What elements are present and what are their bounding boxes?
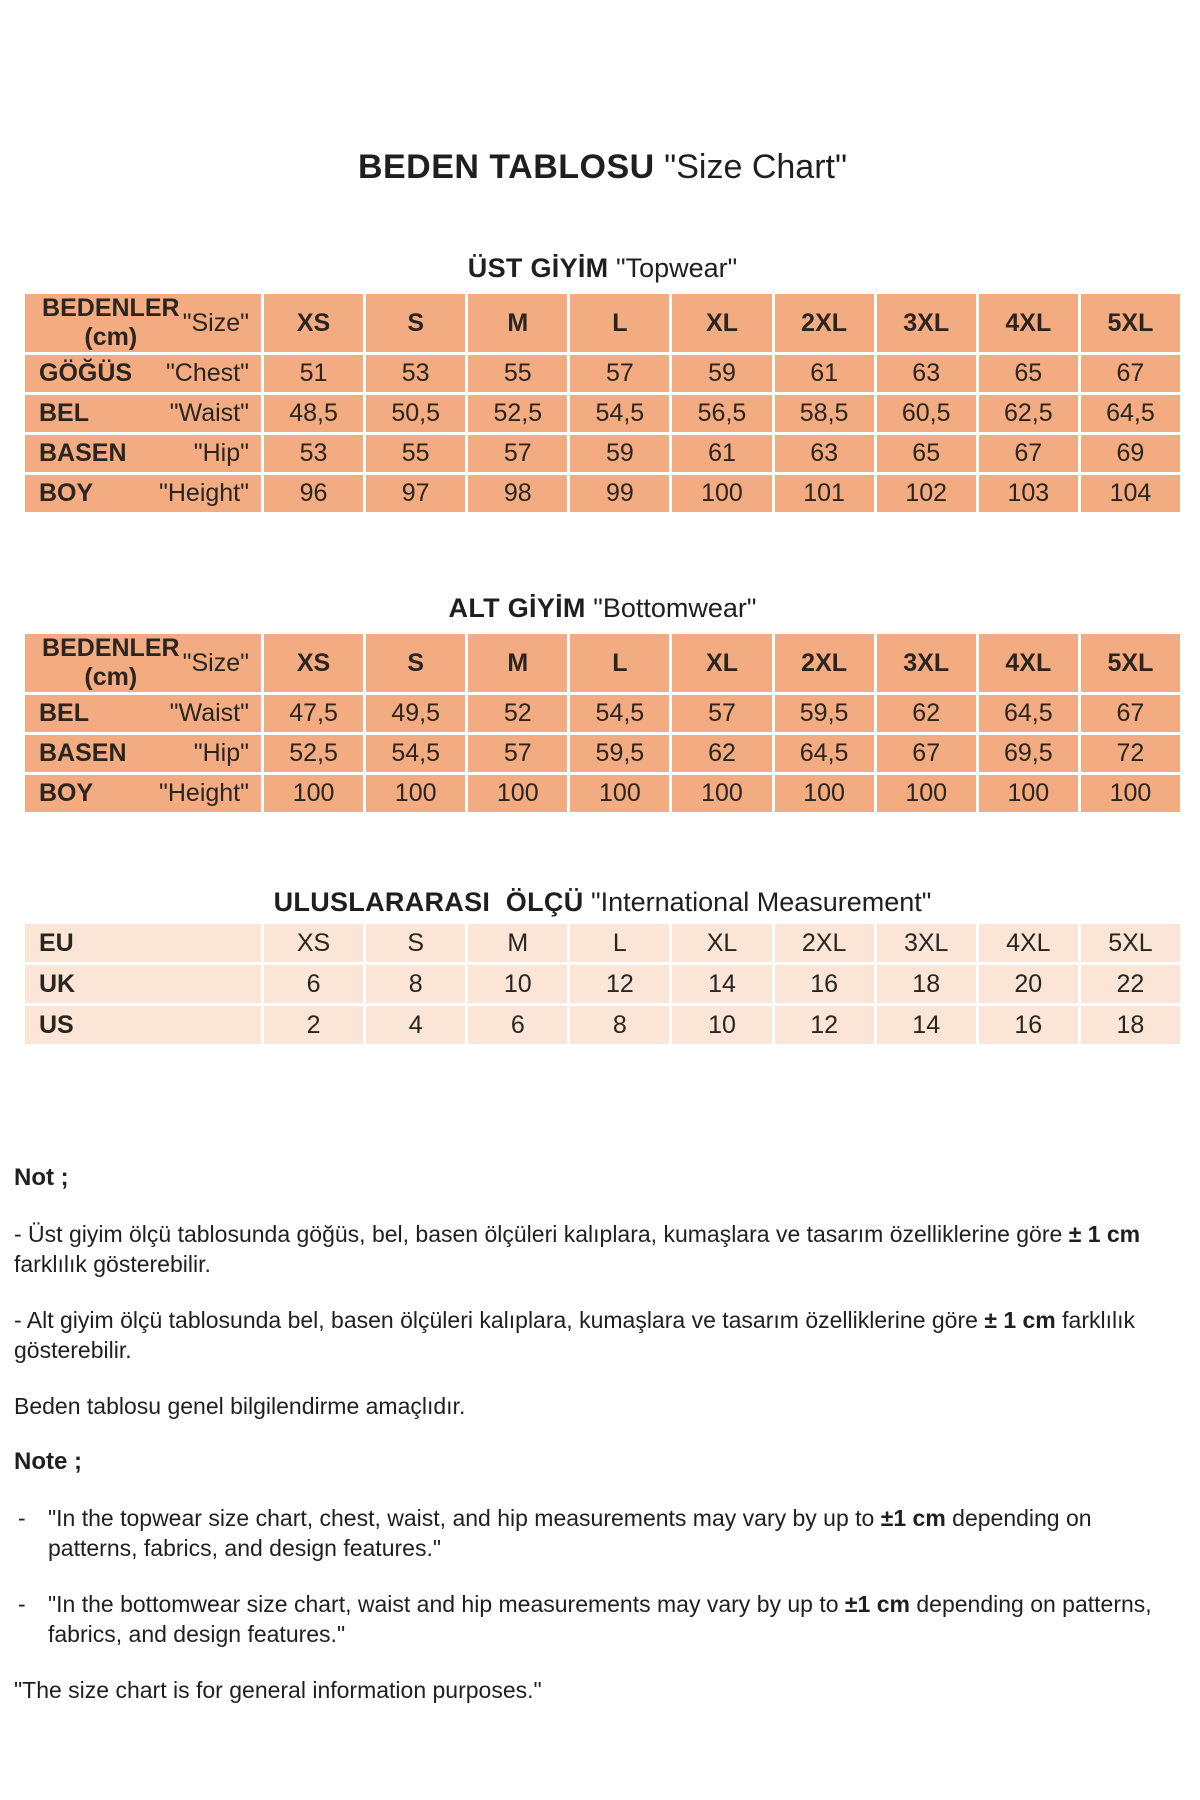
value-cell: 62	[672, 735, 771, 772]
value-cell: 59	[672, 355, 771, 392]
value-cell: 52,5	[264, 735, 363, 772]
value-cell: 49,5	[366, 695, 465, 732]
row-label-cell	[25, 355, 261, 392]
header-label-cell	[25, 294, 261, 352]
value-cell: 20	[979, 965, 1078, 1003]
value-cell: 58,5	[775, 395, 874, 432]
size-header-cell: L	[570, 294, 669, 352]
value-cell: 61	[672, 435, 771, 472]
section-title	[22, 592, 1183, 625]
value-cell: 48,5	[264, 395, 363, 432]
value-cell: 103	[979, 475, 1078, 512]
note-text: farklılık gösterebilir.	[14, 1307, 1135, 1363]
international-section	[22, 886, 1183, 1047]
size-header-cell: 5XL	[1081, 294, 1180, 352]
value-cell: 53	[366, 355, 465, 392]
value-cell: 59,5	[775, 695, 874, 732]
international-table	[22, 921, 1183, 1047]
topwear-table-mount	[22, 291, 1183, 515]
value-cell: 52	[468, 695, 567, 732]
value-cell: 16	[775, 965, 874, 1003]
value-cell: 100	[877, 775, 976, 812]
value-cell: 57	[468, 435, 567, 472]
value-cell: 52,5	[468, 395, 567, 432]
note-text: depending on patterns, fabrics, and design features."	[48, 1591, 1152, 1647]
value-cell: 97	[366, 475, 465, 512]
value-cell: 100	[775, 775, 874, 812]
value-cell: 65	[979, 355, 1078, 392]
value-cell: S	[366, 924, 465, 962]
value-cell: 69,5	[979, 735, 1078, 772]
topwear-table	[22, 291, 1183, 515]
value-cell: 72	[1081, 735, 1180, 772]
bottomwear-table-mount	[22, 631, 1183, 815]
value-cell: 4	[366, 1006, 465, 1044]
value-cell: 14	[672, 965, 771, 1003]
topwear-section	[22, 252, 1183, 515]
value-cell: 53	[264, 435, 363, 472]
value-cell: 99	[570, 475, 669, 512]
value-cell: M	[468, 924, 567, 962]
row-label-english: "Waist"	[169, 699, 249, 727]
row-label-turkish: BEL	[39, 699, 89, 727]
note-text-bold: ± 1 cm	[984, 1307, 1056, 1333]
note-heading-turkish: Not ;	[14, 1164, 69, 1191]
table-row	[25, 1006, 1180, 1044]
note-text: depending on patterns, fabrics, and design features."	[48, 1505, 1092, 1561]
value-cell: 64,5	[1081, 395, 1180, 432]
value-cell: 64,5	[979, 695, 1078, 732]
value-cell: 2XL	[775, 924, 874, 962]
row-label-turkish: BEL	[39, 399, 89, 427]
value-cell: 67	[1081, 355, 1180, 392]
size-header-cell: 5XL	[1081, 634, 1180, 692]
row-label-english: "Hip"	[193, 439, 249, 467]
header-label-english: "Size"	[182, 308, 249, 337]
table-row	[25, 775, 1180, 812]
value-cell: 4XL	[979, 924, 1078, 962]
row-label-cell	[25, 395, 261, 432]
row-label-cell	[25, 1006, 261, 1044]
header-label-turkish: BEDENLER (cm)	[42, 294, 180, 351]
value-cell: 57	[468, 735, 567, 772]
bullet-dash: -	[18, 1591, 26, 1617]
note-text: - Alt giyim ölçü tablosunda bel, basen ölçüleri kalıplara, kumaşlara ve tasarım özelliklerine göre	[14, 1307, 985, 1333]
value-cell: 22	[1081, 965, 1180, 1003]
row-label-cell	[25, 924, 261, 962]
size-header-cell: S	[366, 294, 465, 352]
value-cell: 47,5	[264, 695, 363, 732]
value-cell: 63	[877, 355, 976, 392]
value-cell: 100	[672, 475, 771, 512]
row-label-english: "Height"	[158, 479, 249, 507]
note-text: - Üst giyim ölçü tablosunda göğüs, bel, basen ölçüleri kalıplara, kumaşlara ve tasarım özelliklerine göre	[14, 1221, 1069, 1247]
size-header-cell: XS	[264, 634, 363, 692]
value-cell: 5XL	[1081, 924, 1180, 962]
header-label-cell	[25, 634, 261, 692]
value-cell: 62	[877, 695, 976, 732]
value-cell: 102	[877, 475, 976, 512]
size-header-cell: 4XL	[979, 634, 1078, 692]
row-label-turkish: US	[39, 1010, 74, 1039]
value-cell: 100	[468, 775, 567, 812]
row-label-turkish: BOY	[39, 479, 94, 507]
size-header-cell: 3XL	[877, 294, 976, 352]
size-header-cell: 4XL	[979, 294, 1078, 352]
bottomwear-section	[22, 592, 1183, 815]
value-cell: 8	[570, 1006, 669, 1044]
section-title	[22, 886, 1183, 919]
value-cell: 16	[979, 1006, 1078, 1044]
value-cell: 10	[672, 1006, 771, 1044]
value-cell: 18	[877, 965, 976, 1003]
table-row	[25, 475, 1180, 512]
row-label-turkish: BASEN	[39, 739, 127, 767]
page-title-english: "Size Chart"	[664, 148, 848, 186]
bullet-dash: -	[18, 1505, 26, 1531]
size-header-cell: 2XL	[775, 294, 874, 352]
table-header-row	[25, 294, 1180, 352]
note-general-en: "The size chart is for general information purposes."	[14, 1677, 542, 1703]
value-cell: 100	[264, 775, 363, 812]
value-cell: 101	[775, 475, 874, 512]
value-cell: 18	[1081, 1006, 1180, 1044]
note-heading-english: Note ;	[14, 1448, 82, 1475]
size-header-cell: M	[468, 294, 567, 352]
note-bullet-bottomwear-en	[14, 1589, 1186, 1649]
row-label-cell	[25, 695, 261, 732]
row-label-english: "Chest"	[165, 359, 249, 387]
value-cell: 59	[570, 435, 669, 472]
value-cell: 57	[570, 355, 669, 392]
value-cell: 3XL	[877, 924, 976, 962]
row-label-turkish: BASEN	[39, 439, 127, 467]
value-cell: 67	[1081, 695, 1180, 732]
size-header-cell: XL	[672, 294, 771, 352]
value-cell: 63	[775, 435, 874, 472]
header-label-english: "Size"	[182, 648, 249, 677]
value-cell: 6	[264, 965, 363, 1003]
value-cell: 100	[672, 775, 771, 812]
section-title-english: "International Measurement"	[591, 887, 932, 917]
value-cell: 100	[979, 775, 1078, 812]
row-label-cell	[25, 475, 261, 512]
value-cell: 55	[366, 435, 465, 472]
table-row	[25, 435, 1180, 472]
note-text: "In the topwear size chart, chest, waist, and hip measurements may vary by up to	[48, 1505, 881, 1531]
value-cell: XS	[264, 924, 363, 962]
table-row	[25, 395, 1180, 432]
table-row	[25, 355, 1180, 392]
row-label-cell	[25, 965, 261, 1003]
value-cell: 54,5	[570, 395, 669, 432]
value-cell: 64,5	[775, 735, 874, 772]
row-label-turkish: UK	[39, 969, 76, 998]
value-cell: 10	[468, 965, 567, 1003]
value-cell: 54,5	[366, 735, 465, 772]
value-cell: 12	[775, 1006, 874, 1044]
value-cell: 67	[979, 435, 1078, 472]
row-label-turkish: GÖĞÜS	[39, 359, 133, 387]
note-text-bold: ±1 cm	[844, 1591, 910, 1617]
note-text: farklılık gösterebilir.	[14, 1251, 211, 1277]
row-label-english: "Hip"	[193, 739, 249, 767]
value-cell: 69	[1081, 435, 1180, 472]
bullet-text	[48, 1589, 1186, 1649]
value-cell: 6	[468, 1006, 567, 1044]
size-header-cell: XL	[672, 634, 771, 692]
row-label-turkish: BOY	[39, 779, 94, 807]
value-cell: 100	[366, 775, 465, 812]
value-cell: 59,5	[570, 735, 669, 772]
row-label-cell	[25, 435, 261, 472]
size-header-cell: S	[366, 634, 465, 692]
value-cell: 14	[877, 1006, 976, 1044]
note-general-tr: Beden tablosu genel bilgilendirme amaçlıdır.	[14, 1393, 466, 1419]
value-cell: 62,5	[979, 395, 1078, 432]
note-bullet-topwear-en	[14, 1503, 1186, 1563]
value-cell: 57	[672, 695, 771, 732]
value-cell: 56,5	[672, 395, 771, 432]
value-cell: 100	[570, 775, 669, 812]
section-title-turkish: ÜST GİYİM	[467, 253, 609, 283]
value-cell: 60,5	[877, 395, 976, 432]
table-row	[25, 735, 1180, 772]
value-cell: 98	[468, 475, 567, 512]
section-title	[22, 252, 1183, 285]
value-cell: L	[570, 924, 669, 962]
value-cell: 51	[264, 355, 363, 392]
value-cell: 2	[264, 1006, 363, 1044]
table-row	[25, 965, 1180, 1003]
value-cell: XL	[672, 924, 771, 962]
bullet-text	[48, 1503, 1186, 1563]
bottomwear-table	[22, 631, 1183, 815]
size-header-cell: XS	[264, 294, 363, 352]
note-text: "In the bottomwear size chart, waist and hip measurements may vary by up to	[48, 1591, 845, 1617]
value-cell: 54,5	[570, 695, 669, 732]
value-cell: 50,5	[366, 395, 465, 432]
table-row	[25, 924, 1180, 962]
value-cell: 67	[877, 735, 976, 772]
international-table-mount	[22, 921, 1183, 1047]
row-label-cell	[25, 775, 261, 812]
value-cell: 12	[570, 965, 669, 1003]
page-title	[22, 148, 1183, 186]
value-cell: 55	[468, 355, 567, 392]
section-title-english: "Topwear"	[616, 253, 738, 283]
section-title-turkish: ULUSLARARASI ÖLÇÜ	[273, 887, 584, 917]
value-cell: 65	[877, 435, 976, 472]
row-label-english: "Waist"	[169, 399, 249, 427]
table-header-row	[25, 634, 1180, 692]
size-header-cell: 2XL	[775, 634, 874, 692]
value-cell: 61	[775, 355, 874, 392]
value-cell: 100	[1081, 775, 1180, 812]
note-paragraph-topwear-tr	[14, 1219, 1186, 1279]
row-label-cell	[25, 735, 261, 772]
note-text-bold: ±1 cm	[880, 1505, 946, 1531]
value-cell: 8	[366, 965, 465, 1003]
page-title-turkish: BEDEN TABLOSU	[357, 148, 655, 186]
row-label-turkish: EU	[39, 928, 74, 957]
header-label-turkish: BEDENLER (cm)	[42, 634, 180, 691]
size-header-cell: 3XL	[877, 634, 976, 692]
section-title-english: "Bottomwear"	[593, 593, 757, 623]
value-cell: 104	[1081, 475, 1180, 512]
note-paragraph-bottomwear-tr	[14, 1305, 1186, 1365]
value-cell: 96	[264, 475, 363, 512]
notes-section	[14, 1163, 1186, 1705]
size-header-cell: M	[468, 634, 567, 692]
note-text-bold: ± 1 cm	[1068, 1221, 1141, 1247]
table-row	[25, 695, 1180, 732]
size-header-cell: L	[570, 634, 669, 692]
row-label-english: "Height"	[158, 779, 249, 807]
section-title-turkish: ALT GİYİM	[448, 593, 586, 623]
